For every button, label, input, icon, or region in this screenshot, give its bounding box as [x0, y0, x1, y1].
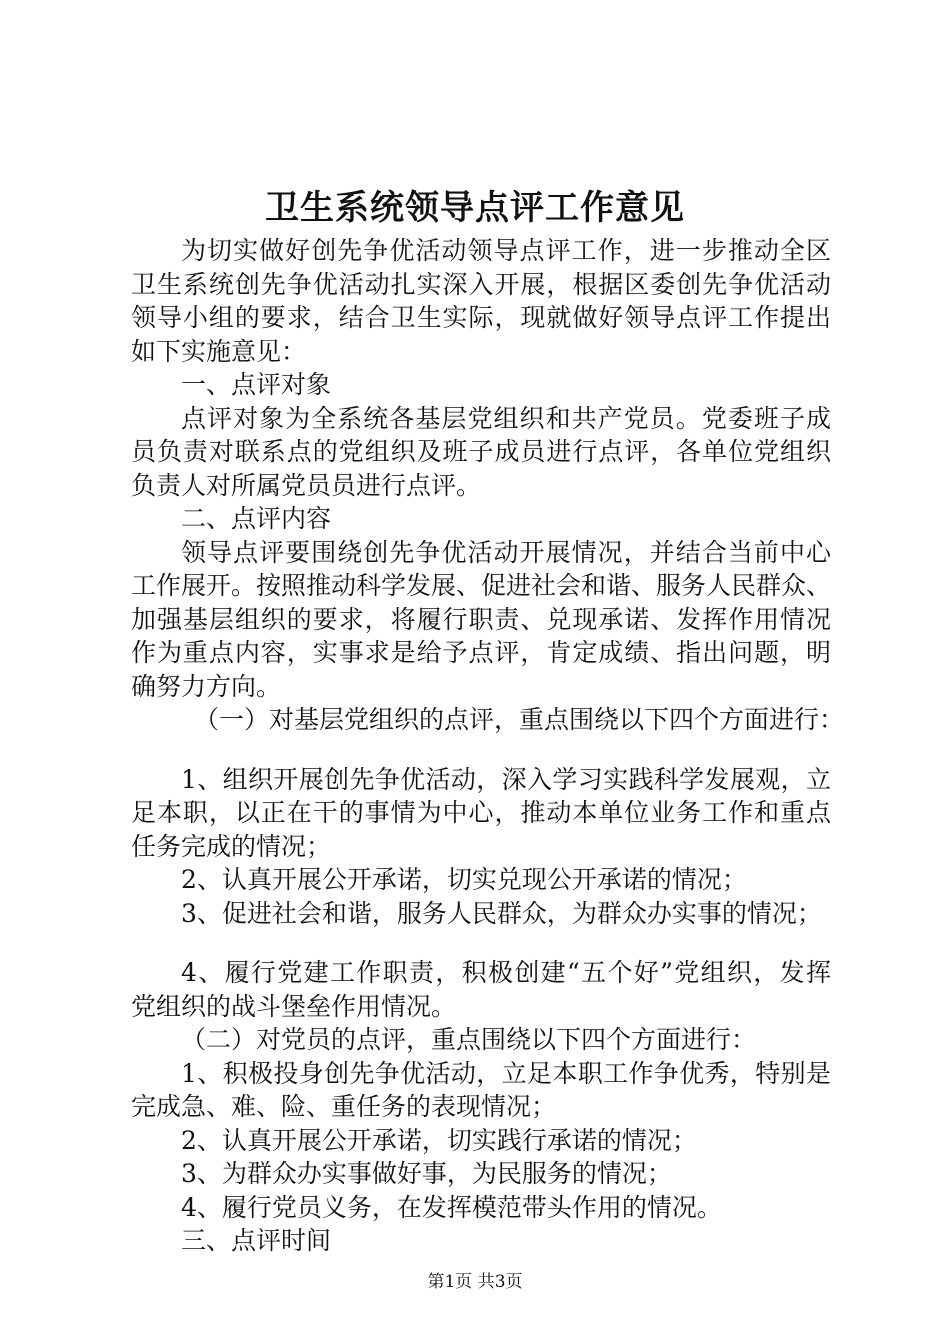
text-line: 员负责对联系点的党组织及班子成员进行点评，各单位党组织 [131, 437, 831, 466]
page-number: 第1页 共3页 [427, 1272, 523, 1292]
paragraph-content [131, 536, 831, 704]
list-item: 3、促进社会和谐，服务人民群众，为群众办实事的情况； [181, 898, 822, 928]
text-line: 4、履行党建工作职责，积极创建“五个好”党组织，发挥 [181, 958, 831, 987]
paragraph-intro [131, 234, 831, 368]
section-heading-time: 三、点评时间 [181, 1226, 332, 1255]
spacer [131, 737, 831, 763]
list-item [131, 763, 831, 864]
subsection-heading-members: （二）对党员的点评，重点围绕以下四个方面进行： [181, 1025, 757, 1054]
list-item: 3、为群众办实事做好事，为民服务的情况； [181, 1159, 672, 1188]
paragraph-objects [131, 402, 831, 503]
text-line: 为切实做好创先争优活动领导点评工作，进一步推动全区 [181, 236, 831, 265]
subsection-heading-org: （一）对基层党组织的点评，重点围绕以下四个方面进行： [194, 705, 845, 734]
list-item [131, 1057, 831, 1124]
text-line: 党组织的战斗堡垒作用情况。 [131, 991, 457, 1021]
text-line: 卫生系统创先争优活动扎实深入开展，根据区委创先争优活动 [131, 269, 831, 299]
text-line: 如下实施意见： [131, 336, 307, 366]
text-line: 1、积极投身创先争优活动，立足本职工作争优秀，特别是 [181, 1058, 831, 1088]
list-item: 2、认真开展公开承诺，切实兑现公开承诺的情况； [181, 865, 747, 894]
document-body [131, 234, 845, 1258]
spacer [131, 930, 831, 956]
list-item: 4、履行党员义务，在发挥模范带头作用的情况。 [181, 1192, 722, 1222]
section-heading-content: 二、点评内容 [181, 504, 332, 533]
list-item [131, 956, 831, 1023]
text-line: 加强基层组织的要求，将履行职责、兑现承诺、发挥作用情况 [131, 604, 831, 634]
text-line: 完成急、难、险、重任务的表现情况； [131, 1092, 557, 1121]
list-item: 2、认真开展公开承诺，切实践行承诺的情况； [181, 1125, 697, 1155]
document-title: 卫生系统领导点评工作意见 [265, 188, 685, 228]
text-line: 作为重点内容，实事求是给予点评，肯定成绩、指出问题，明 [131, 638, 831, 667]
section-heading-objects: 一、点评对象 [181, 370, 332, 399]
text-line: 领导点评要围绕创先争优活动开展情况，并结合当前中心 [181, 537, 831, 567]
text-line: 负责人对所属党员员进行点评。 [131, 470, 482, 500]
text-line: 任务完成的情况； [131, 831, 332, 861]
text-line: 工作展开。按照推动科学发展、促进社会和谐、服务人民群众、 [131, 571, 832, 600]
text-line: 足本职，以正在干的事情为中心，推动本单位业务工作和重点 [131, 798, 831, 827]
text-line: 1、组织开展创先争优活动，深入学习实践科学发展观，立 [181, 764, 831, 794]
text-line: 领导小组的要求，结合卫生实际，现就做好领导点评工作提出 [131, 303, 831, 332]
text-line: 点评对象为全系统各基层党组织和共产党员。党委班子成 [181, 403, 831, 433]
text-line: 确努力方向。 [131, 671, 282, 701]
